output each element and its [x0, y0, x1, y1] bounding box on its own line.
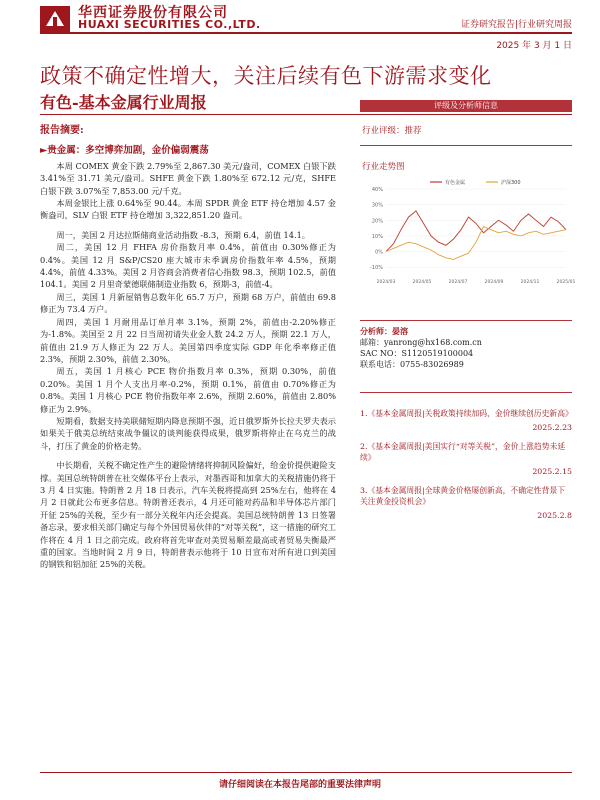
y-tick-label: 40% — [371, 187, 383, 193]
analyst-sac: SAC NO：S1120519100004 — [360, 349, 474, 358]
huaxi-logo — [40, 6, 70, 32]
related-reports — [360, 408, 572, 529]
analyst-name: 晏溶 — [392, 326, 408, 336]
abstract-paragraph: 本周 COMEX 黄金下跌 2.79%至 2,867.30 美元/盎司，COMEX 白银下跌 3.41%至 31.71 美元/盎司。SHFE 黄金下跌 1.80%至 672.12 元/克，SHFE 白银下跌 3.07%至 7,853.00 元/千克。 — [40, 160, 336, 196]
analyst-label: 分析师： — [360, 326, 392, 336]
footer-divider — [40, 772, 572, 773]
y-tick-label: 10% — [371, 233, 383, 240]
x-tick-label: 2025/01 — [556, 280, 576, 285]
abstract-column — [40, 125, 336, 571]
rating-section-bar: 评级及分析师信息 — [360, 100, 572, 112]
abstract-paragraph: 短期看，数据支持美联储短期内降息预期不强，近日俄罗斯外长拉夫罗夫表示如果关于俄美总统结束战争僵议的谈判能获得成果，俄罗斯将停止在乌克兰的战斗，打压了黄金的价格走势。 — [40, 415, 336, 451]
series-line — [386, 211, 566, 252]
report-type: 证券研究报告|行业研究周报 — [460, 20, 572, 30]
analyst-phone: 联系电话：0755-83026989 — [360, 360, 464, 369]
related-report-date: 2025.2.8 — [537, 511, 572, 520]
related-report-title[interactable]: 2.《基本金属周报|美国实行“对等关税”，金价上涨趋势未延续》 — [360, 442, 566, 462]
related-report-title[interactable]: 1.《基本金属周报|关税政策持续加码，金价继续创历史新高》 — [360, 409, 573, 418]
legend-label: 沪深300 — [501, 180, 521, 186]
trend-chart-label: 行业走势图 — [362, 162, 405, 172]
x-tick-label: 2024/03 — [376, 280, 396, 285]
series-line — [386, 227, 566, 260]
header-divider — [40, 32, 572, 34]
subtitle-divider — [40, 114, 572, 115]
related-report-date: 2025.2.15 — [532, 467, 572, 476]
x-tick-label: 2024/09 — [484, 280, 504, 285]
y-tick-label: 30% — [371, 202, 383, 209]
report-title: 政策不确定性增大，关注后续有色下游需求变化 — [40, 64, 492, 88]
x-tick-label: 2024/07 — [448, 280, 468, 285]
company-name-cn: 华西证券股份有限公司 — [78, 5, 228, 21]
abstract-paragraph: 周五，美国 1 月核心 PCE 物价指数月率 0.3%，预期 0.30%，前值 0.20%。美国 1 月个人支出月率-0.2%，预期 0.1%，前值由 0.70%修正为 0.8%。美国 1 月核心 PCE 物价指数年率 2.6%，预期 2.60%，前值由 2.80%修正为 2.9%。 — [40, 366, 336, 414]
industry-rating: 行业评级：推荐 — [362, 126, 422, 136]
report-subtitle: 有色-基本金属行业周报 — [40, 93, 207, 112]
analyst-info — [360, 326, 572, 370]
rating-divider — [360, 145, 572, 146]
company-name-en: HUAXI SECURITIES CO.,LTD. — [78, 18, 261, 31]
analyst-divider — [360, 320, 572, 321]
abstract-paragraph: 周三，美国 1 月新屋销售总数年化 65.7 万户，预期 68 万户，前值由 69.8 修正为 73.4 万户。 — [40, 291, 336, 315]
industry-trend-chart — [360, 175, 576, 293]
abstract-paragraph: 本周金银比上涨 0.64%至 90.44。本周 SPDR 黄金 ETF 持仓增加 4.57 金衡盎司，SLV 白银 ETF 持仓增加 3,322,851.20 盎司。 — [40, 198, 336, 221]
legal-notice: 请仔细阅读在本报告尾部的重要法律声明 — [218, 780, 381, 790]
abstract-paragraph: 周四，美国 1 月耐用品订单月率 3.1%，预期 2%，前值由-2.20%修正为-1.8%。美国至 2 月 22 日当周初请失业金人数 24.2 万人，预期 22.1 万人，前值由 21.9 万人修正为 22 万人。美国第四季度实际 GDP 年化季率修正值 2.3%，预期 2.30%，前值 2.30%。 — [40, 316, 336, 364]
abstract-heading: 报告摘要: — [40, 125, 84, 136]
analyst-email: 邮箱：yanrong@hx168.com.cn — [360, 338, 482, 347]
abstract-paragraph: 周二，美国 12 月 FHFA 房价指数月率 0.4%，前值由 0.30%修正为 0.4%。美国 12 月 S&P/CS20 座大城市未季调房价指数年率 4.5%，预期 4.4%，前值 4.33%。美国 2 月咨商会消费者信心指数 98.3，预期 102.5，前值 104.1。美国 2 月里奇蒙德联储制造业指数 6，预期-3，前值-4。 — [40, 242, 336, 290]
abstract-paragraph: 中长期看，关税不确定性产生的避险情绪将抑制风险偏好，给金价提供避险支撑。美国总统特朗普在社交媒体平台上表示，对墨西哥和加拿大的关税措施仍将于 3 月 4 日实施。特朗普 2 月 18 日表示，汽车关税将提高到 25%左右，他将在 4 月 2 日就此公布更多信息。特朗普还表示，4 月还可能对药品和半导体芯片部门开征 25%的关税，至少有一部分关税年内还会提高。美国总统特朗普 13 日签署备忘录，要求相关部门确定与每个外国贸易伙伴的“对等关税”，这一措施的研究工作将在 4 月 1 日之前完成。政府将首先审查对美贸易顺差最高或者贸易失衡最严重的国家。当地时间 2 月 9 日，特朗普表示他将于 10 日宣布对所有进口到美国的钢铁和铝加征 25%的关税。 — [40, 460, 336, 570]
related-report-title[interactable]: 3.《基本金属周报|全球黄金价格屡创新高，不确定性背景下关注黄金投资机会》 — [360, 486, 565, 506]
x-tick-label: 2024/11 — [520, 280, 540, 285]
section-precious-metals: ►贵金属：多空博弈加剧，金价偏弱震荡 — [40, 145, 209, 157]
x-tick-label: 2024/05 — [412, 280, 432, 285]
y-tick-label: 0% — [375, 249, 383, 256]
abstract-paragraph: 周一，美国 2 月达拉斯储商业活动指数 -8.3，预期 6.4，前值 14.1。 — [56, 229, 310, 240]
related-report-date: 2025.2.23 — [532, 423, 572, 432]
report-date: 2025 年 3 月 1 日 — [496, 41, 572, 51]
y-tick-label: -10% — [370, 265, 383, 272]
legend-label: 有色金属 — [445, 180, 466, 186]
reports-divider — [360, 392, 572, 393]
y-tick-label: 20% — [371, 218, 383, 225]
